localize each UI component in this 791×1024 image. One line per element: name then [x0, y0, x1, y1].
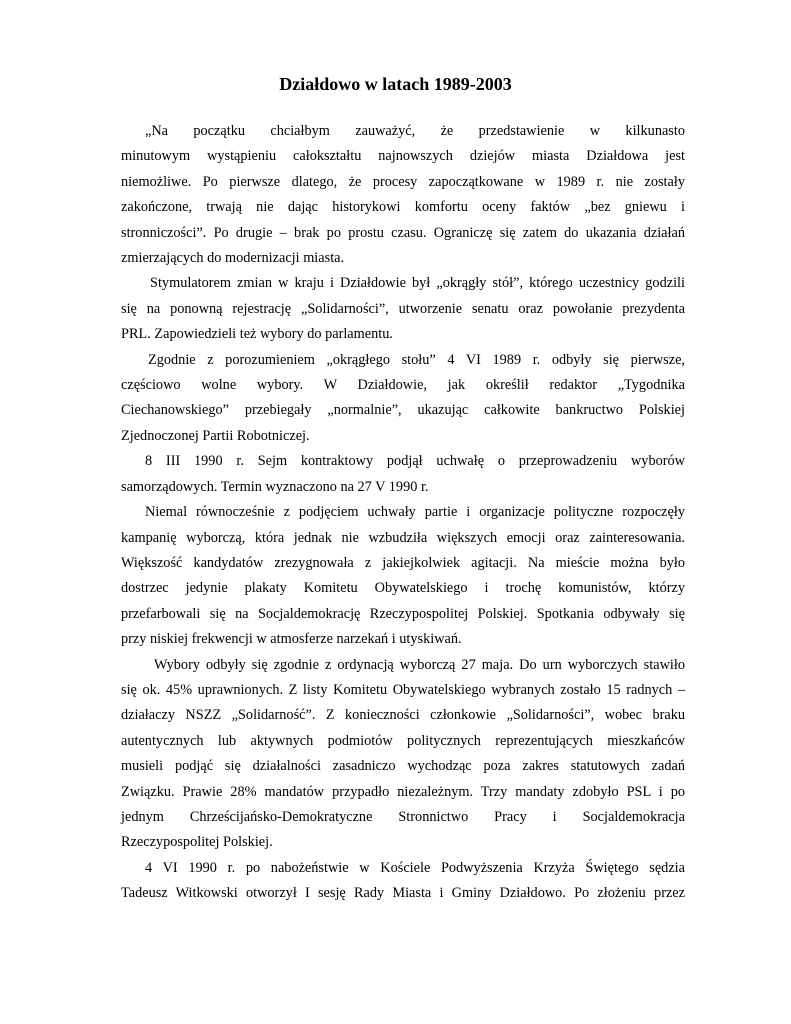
- text-line: działaczy NSZZ „Solidarność”. Z konieczności członkowie „Solidarności”, wobec braku: [121, 707, 685, 724]
- text-line: stronniczości”. Po drugie – brak po prostu czasu. Ograniczę się zatem do ukazania działań: [121, 224, 685, 241]
- document-body: [121, 119, 685, 907]
- text-line: Zjednoczonej Partii Robotniczej.: [121, 427, 310, 444]
- text-line: Ciechanowskiego” przebiegały „normalnie”, ukazując całkowite bankructwo Polskiej: [121, 402, 685, 419]
- paragraph: [121, 856, 685, 907]
- text-line: 8 III 1990 r. Sejm kontraktowy podjął uchwałę o przeprowadzeniu wyborów: [145, 453, 685, 470]
- text-line: kampanię wyborczą, która jednak nie wzbudziła większych emocji oraz zainteresowania.: [121, 529, 685, 546]
- text-line: Tadeusz Witkowski otworzył I sesję Rady Miasta i Gminy Działdowo. Po złożeniu przez: [121, 885, 685, 902]
- text-line: przefarbowali się na Socjaldemokrację Rzeczypospolitej Polskiej. Spotkania odbywały się: [121, 605, 685, 622]
- text-line: Większość kandydatów zrezygnowała z jakiejkolwiek agitacji. Na mieście można było: [121, 554, 685, 571]
- document-title: Działdowo w latach 1989-2003: [279, 74, 512, 94]
- text-line: częściowo wolne wybory. W Działdowie, jak określił redaktor „Tygodnika: [121, 377, 685, 394]
- paragraph: [121, 348, 685, 450]
- paragraph: [121, 119, 685, 271]
- text-line: jednym Chrześcijańsko-Demokratyczne Stronnictwo Pracy i Socjaldemokracja: [121, 808, 685, 825]
- text-line: PRL. Zapowiedzieli też wybory do parlamentu.: [121, 326, 393, 343]
- text-line: autentycznych lub aktywnych podmiotów politycznych reprezentujących mieszkańców: [121, 732, 685, 749]
- paragraph: [121, 500, 685, 652]
- text-line: „Na początku chciałbym zauważyć, że przedstawienie w kilkunasto: [145, 123, 685, 139]
- text-line: Związku. Prawie 28% mandatów przypadło niezależnym. Trzy mandaty zdobyło PSL i po: [121, 783, 685, 800]
- text-line: Stymulatorem zmian w kraju i Działdowie był „okrągły stół”, którego uczestnicy godzili: [150, 275, 685, 292]
- text-line: się ok. 45% uprawnionych. Z listy Komitetu Obywatelskiego wybranych zostało 15 radnych –: [121, 681, 685, 698]
- paragraph: [121, 653, 685, 856]
- text-line: musieli podjąć się działalności zasadniczo wychodząc poza zakres statutowych zadań: [121, 758, 685, 775]
- text-line: się na ponowną rejestrację „Solidarności”, utworzenie senatu oraz powołanie prezydenta: [121, 300, 685, 317]
- text-line: zmierzających do modernizacji miasta.: [121, 250, 345, 267]
- text-line: Wybory odbyły się zgodnie z ordynacją wyborczą 27 maja. Do urn wyborczych stawiło: [154, 656, 685, 673]
- paragraph: [121, 271, 685, 347]
- text-line: niemożliwe. Po pierwsze dlatego, że procesy zapoczątkowane w 1989 r. nie zostały: [121, 173, 685, 190]
- paragraph: [121, 449, 685, 500]
- text-line: zakończone, trwają nie dając historykowi komfortu oceny faktów „bez gniewu i: [121, 199, 685, 216]
- text-line: Rzeczypospolitej Polskiej.: [121, 834, 273, 851]
- text-line: przy niskiej frekwencji w atmosferze narzekań i utyskiwań.: [121, 631, 462, 648]
- text-line: minutowym wystąpieniu całokształtu najnowszych dziejów miasta Działdowa jest: [121, 148, 685, 165]
- text-line: Niemal równocześnie z podjęciem uchwały partie i organizacje polityczne rozpoczęły: [145, 504, 685, 521]
- text-line: samorządowych. Termin wyznaczono na 27 V 1990 r.: [121, 478, 429, 495]
- text-line: 4 VI 1990 r. po nabożeństwie w Kościele Podwyższenia Krzyża Świętego sędzia: [145, 859, 685, 876]
- text-line: dostrzec jedynie plakaty Komitetu Obywatelskiego i trochę komunistów, którzy: [121, 580, 685, 597]
- text-line: Zgodnie z porozumieniem „okrągłego stołu” 4 VI 1989 r. odbyły się pierwsze,: [148, 351, 685, 368]
